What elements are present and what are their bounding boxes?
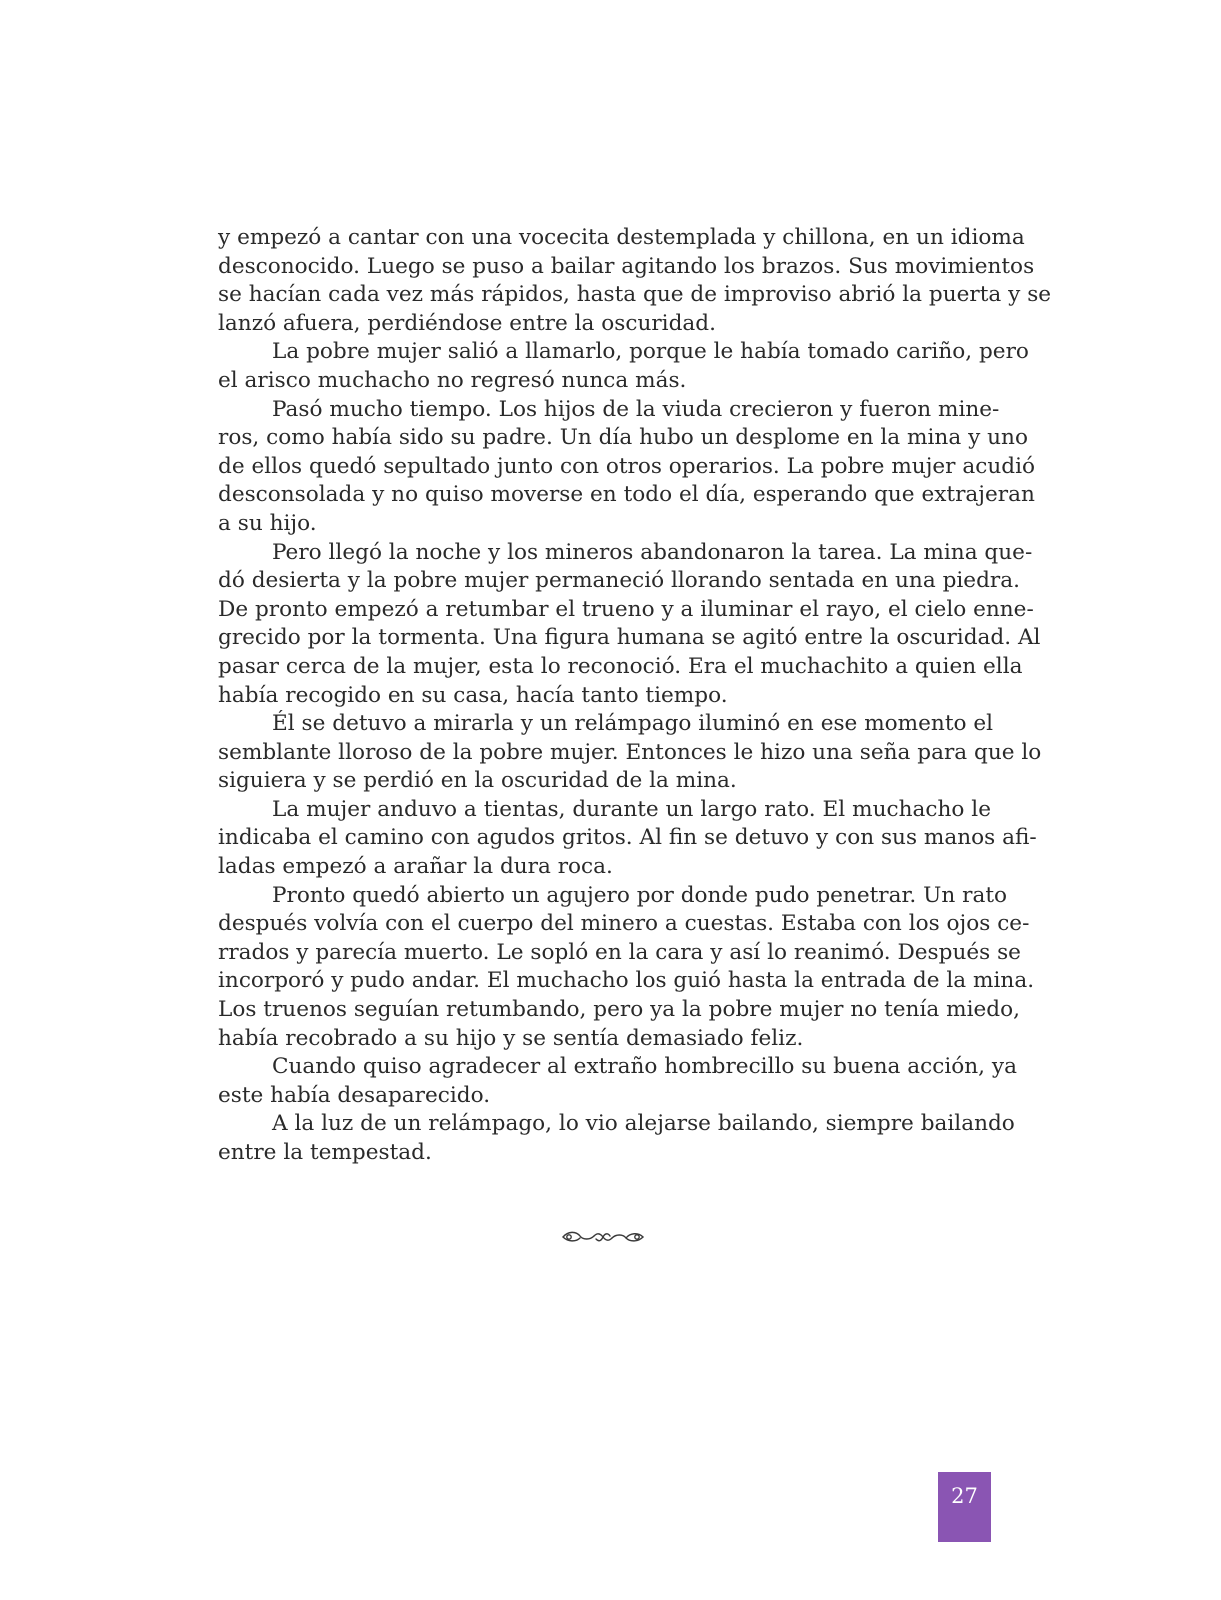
text-line: dó desierta y la pobre mujer permaneció llorando sentada en una piedra. bbox=[218, 568, 1020, 594]
text-line: incorporó y pudo andar. El muchacho los guió hasta la entrada de la mina. bbox=[218, 968, 1035, 994]
text-line: indicaba el camino con agudos gritos. Al fin se detuvo y con sus manos afi- bbox=[218, 825, 1037, 851]
text-line: entre la tempestad. bbox=[218, 1140, 432, 1165]
text-line: este había desaparecido. bbox=[218, 1082, 491, 1108]
page-number: 27 bbox=[951, 1484, 978, 1508]
text-line: Él se detuvo a mirarla y un relámpago iluminó en ese momento el bbox=[272, 711, 994, 737]
page-number-badge bbox=[938, 1472, 991, 1542]
text-line: Cuando quiso agradecer al extraño hombrecillo su buena acción, ya bbox=[272, 1054, 1017, 1080]
text-line: La mujer anduvo a tientas, durante un largo rato. El muchacho le bbox=[272, 796, 991, 822]
text-line: Los truenos seguían retumbando, pero ya la pobre mujer no tenía miedo, bbox=[218, 997, 1020, 1023]
text-line: De pronto empezó a retumbar el trueno y a iluminar el rayo, el cielo enne- bbox=[218, 596, 1034, 622]
story-text bbox=[218, 224, 1052, 1168]
text-line: y empezó a cantar con una vocecita destemplada y chillona, en un idioma bbox=[218, 225, 1025, 250]
text-line: de ellos quedó sepultado junto con otros operarios. La pobre mujer acudió bbox=[218, 453, 1035, 479]
text-line: A la luz de un relámpago, lo vio alejarse bailando, siempre bailando bbox=[272, 1111, 1015, 1137]
text-line: se hacían cada vez más rápidos, hasta que de improviso abrió la puerta y se bbox=[218, 282, 1052, 308]
text-line: rrados y parecía muerto. Le sopló en la cara y así lo reanimó. Después se bbox=[218, 939, 1021, 965]
text-line: había recogido en su casa, hacía tanto tiempo. bbox=[218, 682, 728, 708]
text-line: ladas empezó a arañar la dura roca. bbox=[218, 854, 613, 880]
text-line: La pobre mujer salió a llamarlo, porque le había tomado cariño, pero bbox=[272, 339, 1029, 365]
text-line: pasar cerca de la mujer, esta lo reconoció. Era el muchachito a quien ella bbox=[218, 653, 1023, 679]
text-line: Pronto quedó abierto un agujero por donde pudo penetrar. Un rato bbox=[272, 882, 1007, 908]
text-line: el arisco muchacho no regresó nunca más. bbox=[218, 367, 687, 393]
text-line: ros, como había sido su padre. Un día hubo un desplome en la mina y uno bbox=[218, 425, 1028, 451]
text-line: Pero llegó la noche y los mineros abandonaron la tarea. La mina que- bbox=[272, 539, 1033, 565]
text-line: semblante lloroso de la pobre mujer. Entonces le hizo una seña para que lo bbox=[218, 739, 1042, 765]
flourish-divider-icon bbox=[560, 1227, 646, 1247]
text-line: desconsolada y no quiso moverse en todo el día, esperando que extrajeran bbox=[218, 482, 1035, 508]
text-line: Pasó mucho tiempo. Los hijos de la viuda crecieron y fueron mine- bbox=[272, 396, 1000, 422]
text-line: después volvía con el cuerpo del minero a cuestas. Estaba con los ojos ce- bbox=[218, 911, 1030, 937]
text-line: grecido por la tormenta. Una figura humana se agitó entre la oscuridad. Al bbox=[218, 625, 1041, 651]
text-line: siguiera y se perdió en la oscuridad de la mina. bbox=[218, 768, 737, 794]
text-line: lanzó afuera, perdiéndose entre la oscuridad. bbox=[218, 310, 716, 336]
text-line: a su hijo. bbox=[218, 510, 317, 536]
text-line: desconocido. Luego se puso a bailar agitando los brazos. Sus movimientos bbox=[218, 253, 1035, 279]
text-line: había recobrado a su hijo y se sentía demasiado feliz. bbox=[218, 1025, 804, 1051]
